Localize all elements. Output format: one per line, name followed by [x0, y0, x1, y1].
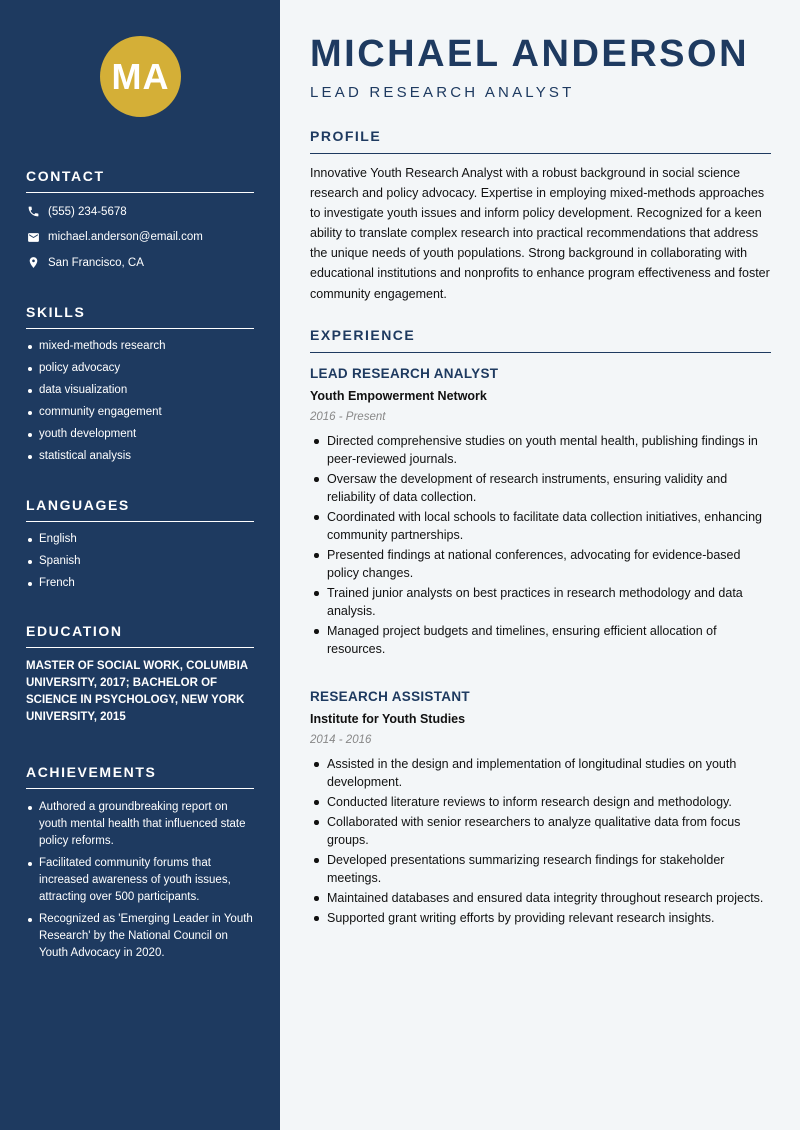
education-section: [26, 623, 254, 726]
email-icon: [26, 230, 40, 244]
phone-text[interactable]: (555) 234-5678: [48, 205, 127, 218]
achievement-item: Recognized as 'Emerging Leader in Youth Research' by the National Council on Youth Advocacy in 2020.: [26, 911, 254, 962]
location-text: San Francisco, CA: [48, 256, 144, 269]
contact-email: [26, 225, 254, 251]
languages-heading: LANGUAGES: [26, 497, 254, 522]
skills-list: [26, 339, 254, 471]
job-bullet: Directed comprehensive studies on youth mental health, publishing findings in peer-reviewed journals.: [310, 432, 771, 468]
job-bullet: Coordinated with local schools to facilitate data collection initiatives, enhancing community partnerships.: [310, 508, 771, 544]
job-bullet: Supported grant writing efforts by providing relevant research insights.: [310, 909, 771, 927]
language-item: Spanish: [26, 554, 254, 576]
email-text[interactable]: michael.anderson@email.com: [48, 231, 203, 244]
candidate-title: LEAD RESEARCH ANALYST: [310, 84, 575, 101]
job-bullet: Oversaw the development of research instruments, ensuring validity and reliability of data collection.: [310, 470, 771, 506]
skill-item: statistical analysis: [26, 449, 254, 471]
job-bullet: Conducted literature reviews to inform research design and methodology.: [310, 793, 771, 811]
job-entry: [310, 689, 771, 929]
job-organization: Youth Empowerment Network: [310, 389, 487, 403]
contact-location: [26, 250, 254, 276]
job-organization: Institute for Youth Studies: [310, 712, 466, 726]
job-role: LEAD RESEARCH ANALYST: [310, 366, 499, 381]
profile-heading: PROFILE: [310, 128, 771, 154]
skill-item: mixed-methods research: [26, 339, 254, 361]
job-bullet: Maintained databases and ensured data integrity throughout research projects.: [310, 889, 771, 907]
achievement-item: Facilitated community forums that increased awareness of youth issues, attracting over 500 participants.: [26, 855, 254, 906]
skill-item: policy advocacy: [26, 361, 254, 383]
languages-list: [26, 532, 254, 598]
achievements-section: [26, 764, 254, 967]
job-dates: 2014 - 2016: [310, 734, 372, 746]
job-bullet: Collaborated with senior researchers to analyze qualitative data from focus groups.: [310, 813, 771, 849]
language-item: English: [26, 532, 254, 554]
job-bullets: [310, 432, 771, 658]
language-item: French: [26, 576, 254, 598]
languages-section: [26, 497, 254, 598]
education-heading: EDUCATION: [26, 623, 254, 648]
skill-item: data visualization: [26, 383, 254, 405]
profile-text: Innovative Youth Research Analyst with a robust background in social science research and policy advocacy. Expertise in employing mixed-methods approaches to investigate youth issues and inform policy development. Recognized for a keen ability to translate complex research into practical recommendations that address the unique needs of youth populations. Strong background in collaborating with educational institutions and nonprofits to enhance program effectiveness and foster community engagement.: [310, 166, 770, 301]
education-text: MASTER OF SOCIAL WORK, COLUMBIA UNIVERSITY, 2017; BACHELOR OF SCIENCE IN PSYCHOLOGY, NEW YORK UNIVERSITY, 2015: [26, 660, 248, 723]
skill-item: youth development: [26, 427, 254, 449]
job-bullet: Presented findings at national conferences, advocating for evidence-based policy changes.: [310, 546, 771, 582]
sidebar: [0, 0, 280, 1130]
experience-heading: EXPERIENCE: [310, 327, 771, 353]
candidate-name: MICHAEL ANDERSON: [310, 33, 750, 75]
achievements-heading: ACHIEVEMENTS: [26, 764, 254, 789]
skills-heading: SKILLS: [26, 304, 254, 329]
skill-item: community engagement: [26, 405, 254, 427]
contact-section: [26, 168, 254, 276]
job-bullet: Developed presentations summarizing research findings for stakeholder meetings.: [310, 851, 771, 887]
location-pin-icon: [26, 256, 40, 270]
achievements-list: [26, 799, 254, 962]
phone-icon: [26, 205, 40, 219]
job-bullet: Assisted in the design and implementation of longitudinal studies on youth development.: [310, 755, 771, 791]
job-entry: [310, 366, 771, 660]
job-role: RESEARCH ASSISTANT: [310, 689, 470, 704]
skills-section: [26, 304, 254, 471]
contact-phone: [26, 199, 254, 225]
job-bullet: Trained junior analysts on best practices in research methodology and data analysis.: [310, 584, 771, 620]
achievement-item: Authored a groundbreaking report on youth mental health that influenced state policy reforms.: [26, 799, 254, 850]
job-bullets: [310, 755, 771, 927]
contact-heading: CONTACT: [26, 168, 254, 193]
job-dates: 2016 - Present: [310, 411, 386, 423]
job-bullet: Managed project budgets and timelines, ensuring efficient allocation of resources.: [310, 622, 771, 658]
avatar: MA: [100, 36, 181, 117]
